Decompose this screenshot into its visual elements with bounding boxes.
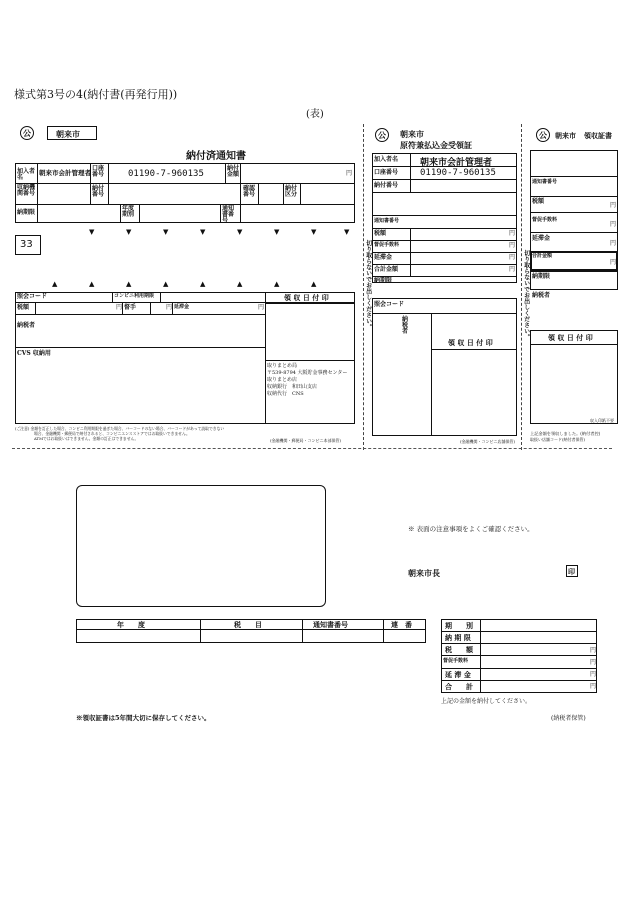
down-arrow-icon: ▼ [311, 228, 317, 236]
public-circle-icon: 公 [20, 126, 34, 140]
notice-lower-table [15, 292, 355, 424]
tax-yen: 円 [610, 202, 617, 209]
tax-label: 税額 [374, 230, 387, 237]
handler-line: 収納銀行 和田山支店 [267, 384, 318, 390]
form-title: 様式第3号の4(納付書(再発行用)) [14, 88, 178, 101]
up-arrow-icon: ▲ [274, 280, 280, 288]
reference-code-label: 照会コード [17, 293, 48, 300]
pay-number-label: 納付番号 [92, 185, 105, 198]
late-fee-label: 延滞金 [174, 304, 190, 310]
receipt-stamp-label: 領 収 日 付 印 [284, 293, 329, 302]
caution-note: ATMではお取扱いはできません。金額の訂正はできません。 [34, 436, 139, 441]
notice-footer: (金融機関・郵便局・コンビニ本部保管) [270, 438, 342, 443]
public-circle-icon: 公 [375, 128, 389, 142]
penalty-yen: 円 [509, 242, 516, 249]
serial-column: 連 番 [391, 620, 412, 629]
stamp-not-required: 収入印紙不要 [590, 418, 614, 423]
receipt-stamp-label: 領 収 日 付 印 [448, 338, 493, 347]
up-arrow-icon: ▲ [200, 280, 206, 288]
certificate-title: 領収証書 [584, 132, 612, 140]
notice-number-label: 通知書番号 [532, 179, 558, 185]
caution-check-note: ※ 表面の注意事項をよくご確認ください。 [408, 525, 534, 533]
up-arrow-icon: ▲ [237, 280, 243, 288]
late-fee-label: 延滞金 [532, 235, 551, 242]
cvs-use-label: CVS 収納用 [17, 350, 51, 357]
amount-label: 納付金額 [227, 165, 240, 178]
up-arrow-icon: ▲ [311, 280, 317, 288]
institution-label: 収納機関番号 [17, 184, 36, 197]
account-number: 01190-7-960135 [128, 169, 204, 179]
keep-receipt-note: ※領収証書は5年間大切に保存してください。 [76, 714, 211, 722]
penalty-yen: 円 [610, 221, 617, 228]
penalty-label: 督促手数料 [532, 217, 558, 223]
amount-yen: 円 [346, 170, 353, 177]
late-fee-yen: 円 [509, 254, 516, 261]
up-arrow-icon: ▲ [52, 280, 58, 288]
side-indicator: (表) [306, 109, 324, 120]
account-label: 口座番号 [374, 169, 399, 176]
receipt-footer: (金融機関・コンビニ店舗保管) [460, 439, 516, 444]
caution-note: 場合、金融機関・郵便局で納付されると、コンビニエンスストアではお取扱いできません。 [34, 431, 190, 436]
handler-line: 取りまとめ店 [267, 377, 298, 383]
handler-line: 収納代行 CNS [267, 391, 304, 397]
fiscal-year-label: 年度期別 [122, 205, 135, 218]
payee-label: 加入者名 [17, 168, 36, 181]
taxpayer-label: 納税者 [17, 322, 36, 329]
address-window [76, 485, 326, 607]
pay-number-label: 納付番号 [374, 182, 399, 189]
category-label: 納付区分 [285, 185, 298, 198]
down-arrow-icon: ▼ [200, 228, 206, 236]
receipt-stamp-label: 領 収 日 付 印 [548, 333, 593, 342]
check-number-label: 確認番号 [243, 185, 256, 198]
code-value: 33 [20, 239, 33, 250]
up-arrow-icon: ▲ [163, 280, 169, 288]
down-arrow-icon: ▼ [126, 228, 132, 236]
total-yen: 円 [509, 266, 516, 273]
handler-line: 取りまとめ局 [267, 363, 298, 369]
deadline-label: 納 期 限 [445, 633, 471, 642]
taxpayer-label: 納税者 [402, 316, 409, 335]
down-arrow-icon: ▼ [89, 228, 95, 236]
total-label: 合計金額 [532, 253, 553, 259]
taxpayer-label: 納税者 [532, 292, 551, 299]
account-label: 口座番号 [92, 165, 105, 178]
late-fee-label: 延滞金 [374, 254, 393, 261]
tax-yen: 円 [590, 647, 597, 654]
up-arrow-icon: ▲ [126, 280, 132, 288]
certificate-footer: 上記金額を領収しました。(納付者控) [530, 431, 601, 436]
notice-number-column: 通知書番号 [313, 620, 348, 629]
penalty-label: 督手 [124, 304, 137, 311]
account-number: 01190-7-960135 [420, 168, 496, 178]
tax-item-column: 税 目 [234, 620, 262, 629]
down-arrow-icon: ▼ [237, 228, 243, 236]
down-arrow-icon: ▼ [274, 228, 280, 236]
down-arrow-icon: ▼ [163, 228, 169, 236]
reference-code-label: 照会コード [374, 301, 405, 308]
keeper-note: (納税者保管) [551, 715, 586, 722]
total-yen: 円 [610, 259, 617, 266]
tax-yen: 円 [509, 230, 516, 237]
seal-char: 印 [568, 567, 575, 576]
cvs-deadline-label: コンビニ利用期限 [114, 293, 155, 299]
notice-number-label: 通知書番号 [374, 218, 400, 224]
cut-line-horizontal [12, 448, 612, 449]
late-fee-yen: 円 [610, 240, 617, 247]
side-warning: 切り取らないでお出しください。 [522, 250, 530, 340]
deadline-label: 納期限 [532, 273, 551, 280]
deadline-label: 納期限 [17, 209, 36, 216]
receipt-city: 朝来市 [400, 130, 424, 139]
handler-line: 〒539-8794 大阪貯金事務センター [267, 370, 348, 376]
side-warning: 切り取らないでお出しください。 [364, 240, 372, 330]
mayor-name: 朝来市長 [408, 568, 440, 578]
down-arrow-icon: ▼ [344, 228, 350, 236]
deadline-label: 納期限 [374, 277, 393, 284]
tax-yen: 円 [116, 304, 123, 311]
tax-label: 税 額 [445, 645, 473, 654]
late-fee-yen: 円 [258, 304, 265, 311]
payee-name: 朝来市会計管理者 [39, 169, 91, 177]
payee-name: 朝来市会計管理者 [420, 158, 493, 168]
payee-label: 加入者名 [374, 156, 399, 163]
total-label: 合計金額 [374, 266, 399, 273]
penalty-label: 督促手数料 [443, 658, 469, 664]
tax-label: 税額 [532, 198, 545, 205]
penalty-label: 督促手数料 [374, 242, 400, 248]
receipt-title: 原符兼払込金受領証 [400, 141, 472, 150]
receipt-lower-table [372, 298, 517, 436]
total-yen: 円 [590, 683, 597, 690]
year-column: 年 度 [117, 620, 145, 629]
penalty-yen: 円 [166, 304, 173, 311]
penalty-yen: 円 [590, 659, 597, 666]
late-fee-yen: 円 [590, 671, 597, 678]
notice-number-label: 通知書番号 [222, 205, 235, 224]
public-circle-icon: 公 [536, 128, 550, 142]
total-label: 合 計 [445, 682, 473, 691]
up-arrow-icon: ▲ [89, 280, 95, 288]
caution-note: (ご注意) 金額を訂正した場合、コンビニ利用期限を過ぎた場合、バーコードのない場合、バーコードがあって読取できない [15, 426, 225, 431]
period-label: 期 別 [445, 621, 473, 630]
pay-instruction: 上記の金額を納付してください。 [441, 698, 532, 705]
notice-title: 納付済通知書 [186, 151, 246, 162]
late-fee-label: 延 滞 金 [445, 670, 471, 679]
certificate-city: 朝来市 [555, 132, 576, 140]
notice-city: 朝来市 [56, 130, 80, 139]
tax-label: 税額 [17, 304, 30, 311]
certificate-footer: 取扱い店舗コード(納付者保管) [530, 437, 586, 442]
